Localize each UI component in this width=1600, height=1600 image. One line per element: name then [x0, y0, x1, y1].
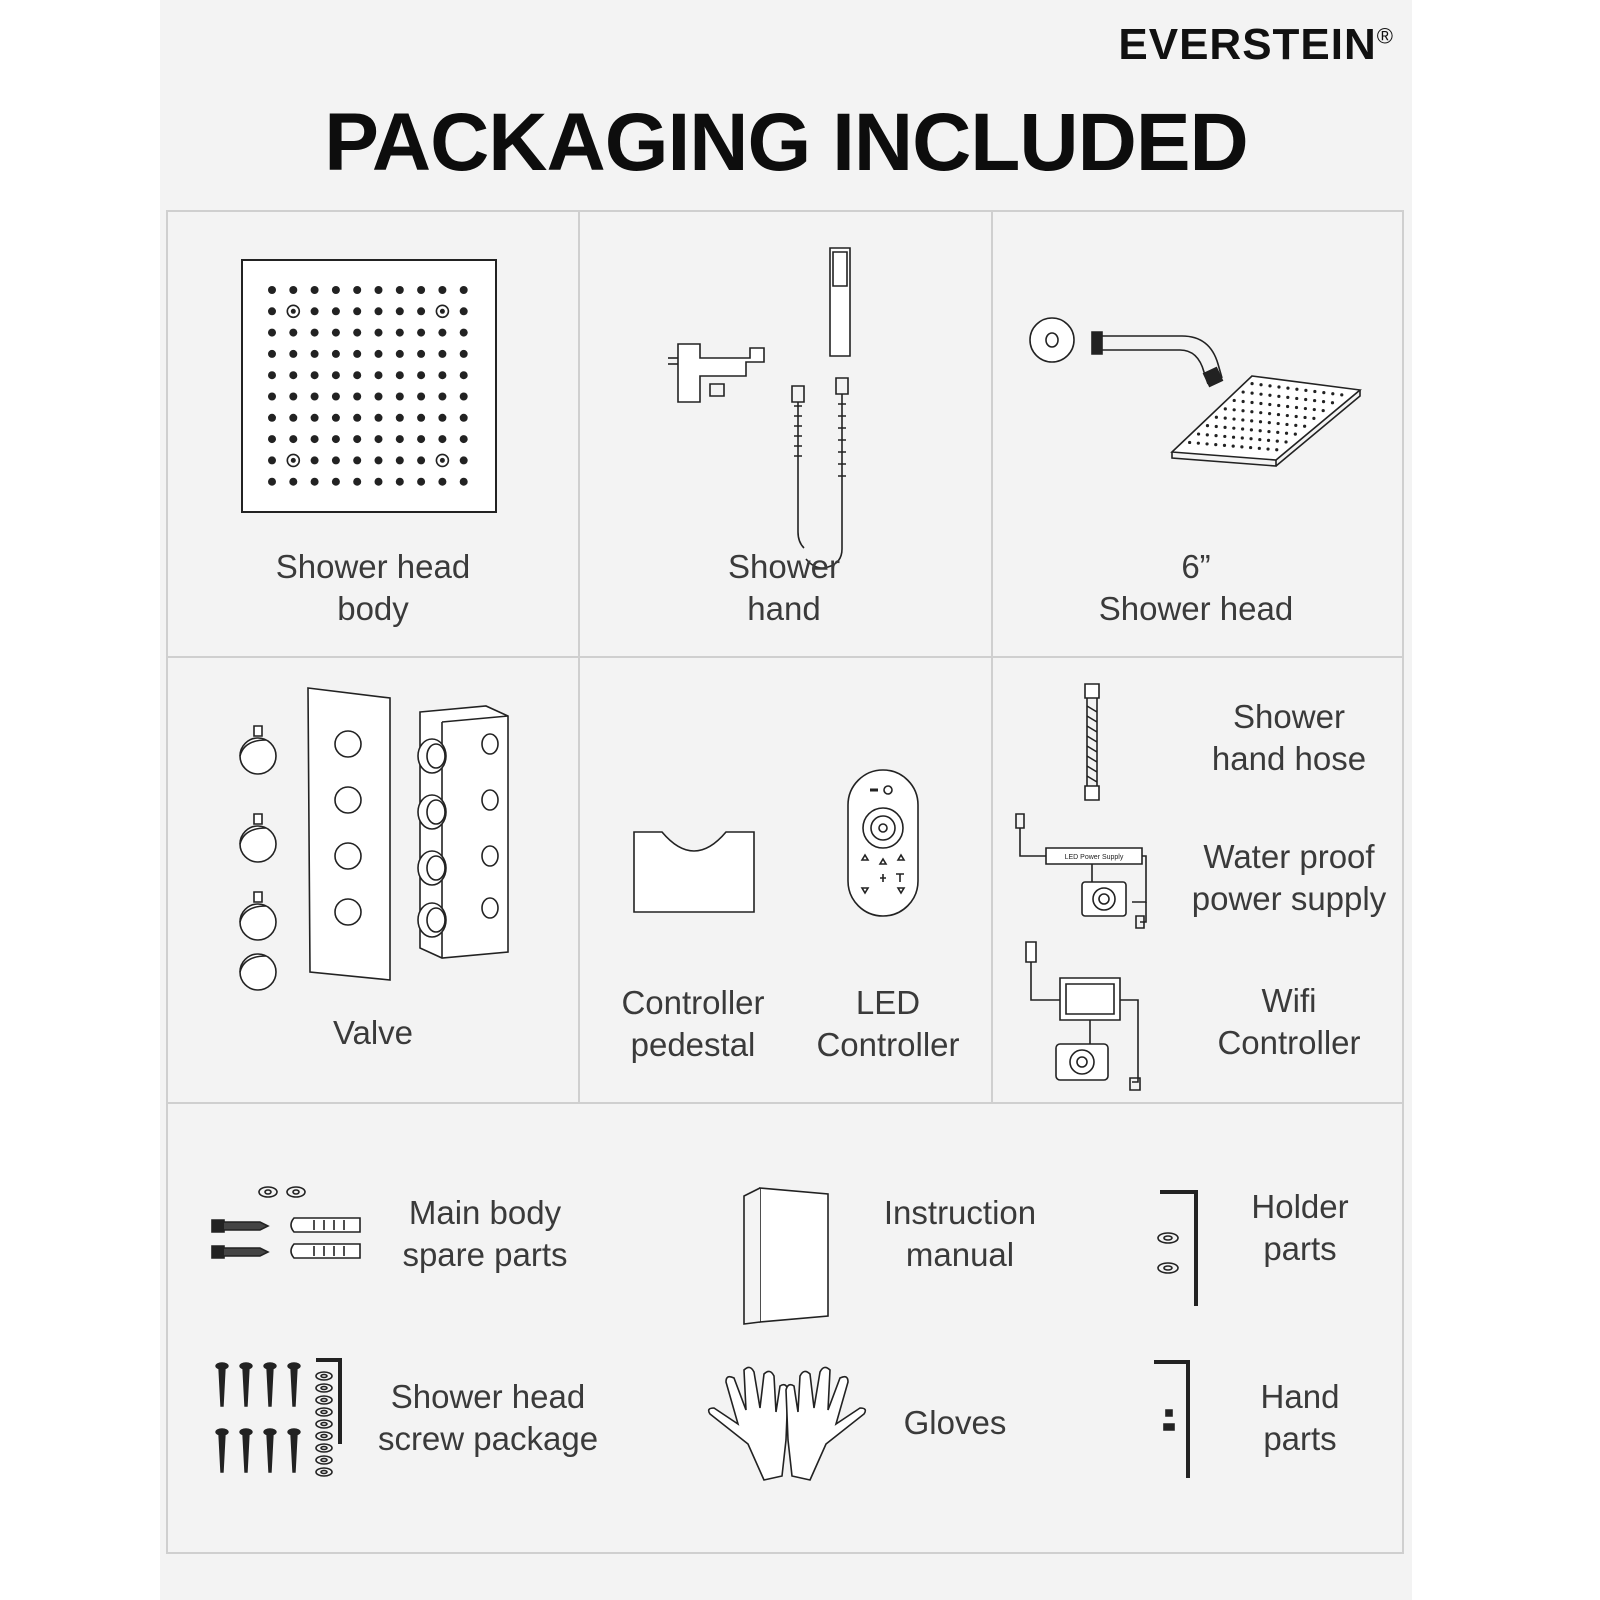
- caption-shower-head-screw-package: Shower head screw package: [377, 1378, 599, 1457]
- grid-divider: [578, 212, 580, 1102]
- caption-shower-head-body: Shower head body: [275, 548, 471, 627]
- grid-divider: [991, 212, 993, 1102]
- hand-shower-icon: [660, 244, 870, 534]
- page-title: PACKAGING INCLUDED: [324, 97, 1248, 188]
- hand-parts-icon: [1150, 1360, 1210, 1482]
- power-supply-icon: [1012, 812, 1150, 930]
- caption-six-inch-shower-head: 6” Shower head: [1098, 548, 1294, 627]
- led-remote-icon: [846, 768, 920, 918]
- caption-controller-pedestal: Controller pedestal: [621, 984, 765, 1063]
- power-supply-label: LED Power Supply: [1064, 854, 1124, 861]
- controller-pedestal-icon: [632, 830, 756, 914]
- caption-led-controller: LED Controller: [816, 984, 960, 1063]
- caption-wifi-controller: Wifi Controller: [1217, 982, 1361, 1061]
- caption-valve: Valve: [332, 1014, 414, 1051]
- caption-main-body-spare-parts: Main body spare parts: [402, 1194, 568, 1273]
- grid-divider: [168, 656, 1402, 658]
- caption-shower-hand-hose: Shower hand hose: [1211, 698, 1367, 777]
- screw-package-icon: [214, 1358, 354, 1488]
- valve-icon: [228, 686, 518, 986]
- brand-logo: EVERSTEIN®: [1118, 20, 1394, 69]
- caption-gloves: Gloves: [903, 1404, 1007, 1441]
- hand-hose-icon: [1078, 682, 1108, 802]
- holder-parts-icon: [1150, 1190, 1210, 1310]
- manual-icon: [740, 1186, 836, 1326]
- gloves-icon: [704, 1364, 870, 1484]
- six-inch-shower-head-icon: [1026, 312, 1366, 472]
- caption-instruction-manual: Instruction manual: [883, 1194, 1037, 1273]
- caption-hand-parts: Hand parts: [1260, 1378, 1340, 1457]
- caption-holder-parts: Holder parts: [1251, 1188, 1349, 1267]
- wifi-controller-icon: [1020, 940, 1148, 1096]
- caption-shower-hand: Shower hand: [728, 548, 840, 627]
- spare-parts-icon: [210, 1184, 370, 1284]
- grid-divider: [168, 1102, 1402, 1104]
- caption-water-proof-power-supply: Water proof power supply: [1191, 838, 1387, 917]
- square-shower-head-icon: [240, 258, 498, 514]
